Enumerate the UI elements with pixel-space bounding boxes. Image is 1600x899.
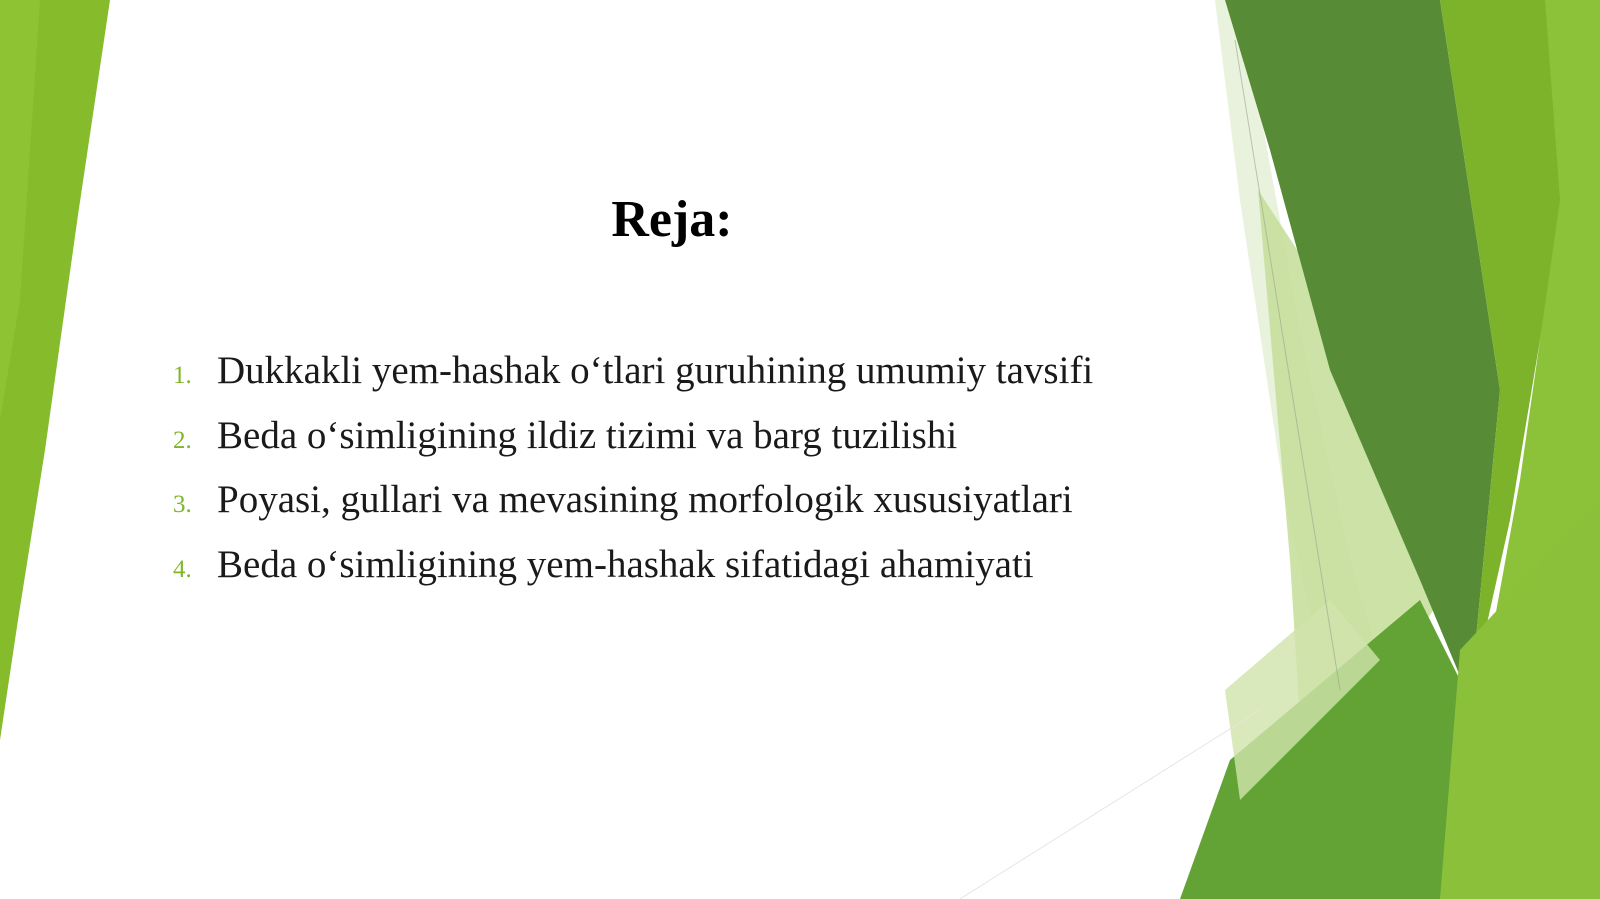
list-item (173, 348, 1253, 413)
list-item (173, 477, 1253, 542)
list-item (173, 542, 1253, 607)
list-item-text: Poyasi, gullari va mevasining morfologik xususiyatlari (217, 478, 1073, 521)
list-item-text: Beda o‘simligining ildiz tizimi va barg tuzilishi (217, 413, 958, 457)
list-item-text: Dukkakli yem-hashak o‘tlari guruhining umumiy tavsifi (217, 349, 1094, 392)
list-item-number: 3. (173, 491, 192, 518)
list-item-number: 2. (173, 426, 192, 454)
list-item-number: 1. (173, 362, 192, 389)
slide-title: Reja: (611, 191, 733, 248)
list-item-number: 4. (173, 555, 192, 583)
list-item (173, 413, 1253, 478)
plan-list (173, 348, 1253, 606)
list-item-text: Beda o‘simligining yem-hashak sifatidagi ahamiyati (217, 542, 1034, 586)
